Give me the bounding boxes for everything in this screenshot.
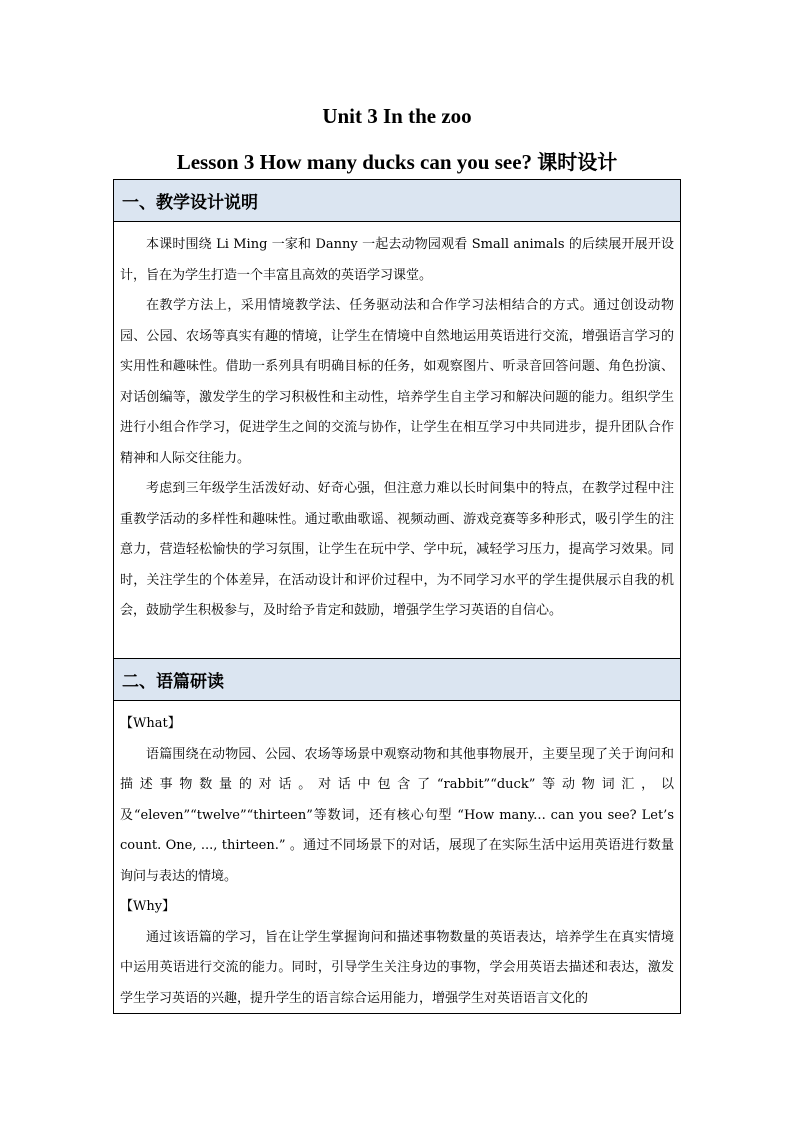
section1-paragraph: 考虑到三年级学生活泼好动、好奇心强，但注意力难以长时间集中的特点，在教学过程中注重教学活动的多样性和趣味性。通过歌曲歌谣、视频动画、游戏竞赛等多种形式，吸引学生的注意力，营造轻松愉快的学习氛围，让学生在玩中学、学中玩，减轻学习压力，提高学习效果。同时，关注学生的个体差异，在活动设计和评价过程中，为不同学习水平的学生提供展示自我的机会，鼓励学生积极参与，及时给予肯定和鼓励，增强学生学习英语的自信心。	[120, 481, 674, 618]
section1-paragraph: 本课时围绕 Li Ming 一家和 Danny 一起去动物园观看 Small animals 的后续展开展开设计，旨在为学生打造一个丰富且高效的英语学习课堂。	[120, 237, 674, 283]
why-paragraph: 通过该语篇的学习，旨在让学生掌握询问和描述事物数量的英语表达，培养学生在真实情境中运用英语进行交流的能力。同时，引导学生关注身边的事物，学会用英语去描述和表达，激发学生学习英语的兴趣，提升学生的语言综合运用能力，增强学生对英语语言文化的	[120, 929, 674, 1006]
document-title: Unit 3 In the zoo	[322, 104, 472, 128]
section1-paragraph: 在教学方法上，采用情境教学法、任务驱动法和合作学习法相结合的方式。通过创设动物园、公园、农场等真实有趣的情境，让学生在情境中自然地运用英语进行交流，增强语言学习的实用性和趣味性。借助一系列具有明确目标的任务，如观察图片、听录音回答问题、角色扮演、对话创编等，激发学生的学习积极性和主动性，培养学生自主学习和解决问题的能力。组织学生进行小组合作学习，促进学生之间的交流与协作，让学生在相互学习中共同进步，提升团队合作精神和人际交往能力。	[120, 298, 674, 466]
why-label: 【Why】	[120, 899, 176, 914]
section1-body	[114, 222, 680, 659]
section2-body	[114, 701, 680, 1027]
section2-heading: 二、语篇研读	[114, 659, 680, 701]
what-paragraph: 语篇围绕在动物园、公园、农场等场景中观察动物和其他事物展开，主要呈现了关于询问和描述事物数量的对话。对话中包含了“rabbit”“duck”等动物词汇，以及“eleven”“twelve”“thirteen”等数词，还有核心句型 “How many... can you see? Let’s count. One, ..., thirteen.” 。通过不同场景下的对话，展现了在实际生活中运用英语进行数量询问与表达的情境。	[120, 746, 674, 884]
document-subtitle	[0, 146, 794, 175]
subtitle-chinese: 课时设计	[537, 150, 618, 174]
what-label: 【What】	[120, 716, 181, 731]
section1-heading: 一、教学设计说明	[114, 180, 680, 222]
lesson-design-table	[113, 179, 681, 1014]
subtitle-english: Lesson 3 How many ducks can you see?	[176, 150, 533, 174]
